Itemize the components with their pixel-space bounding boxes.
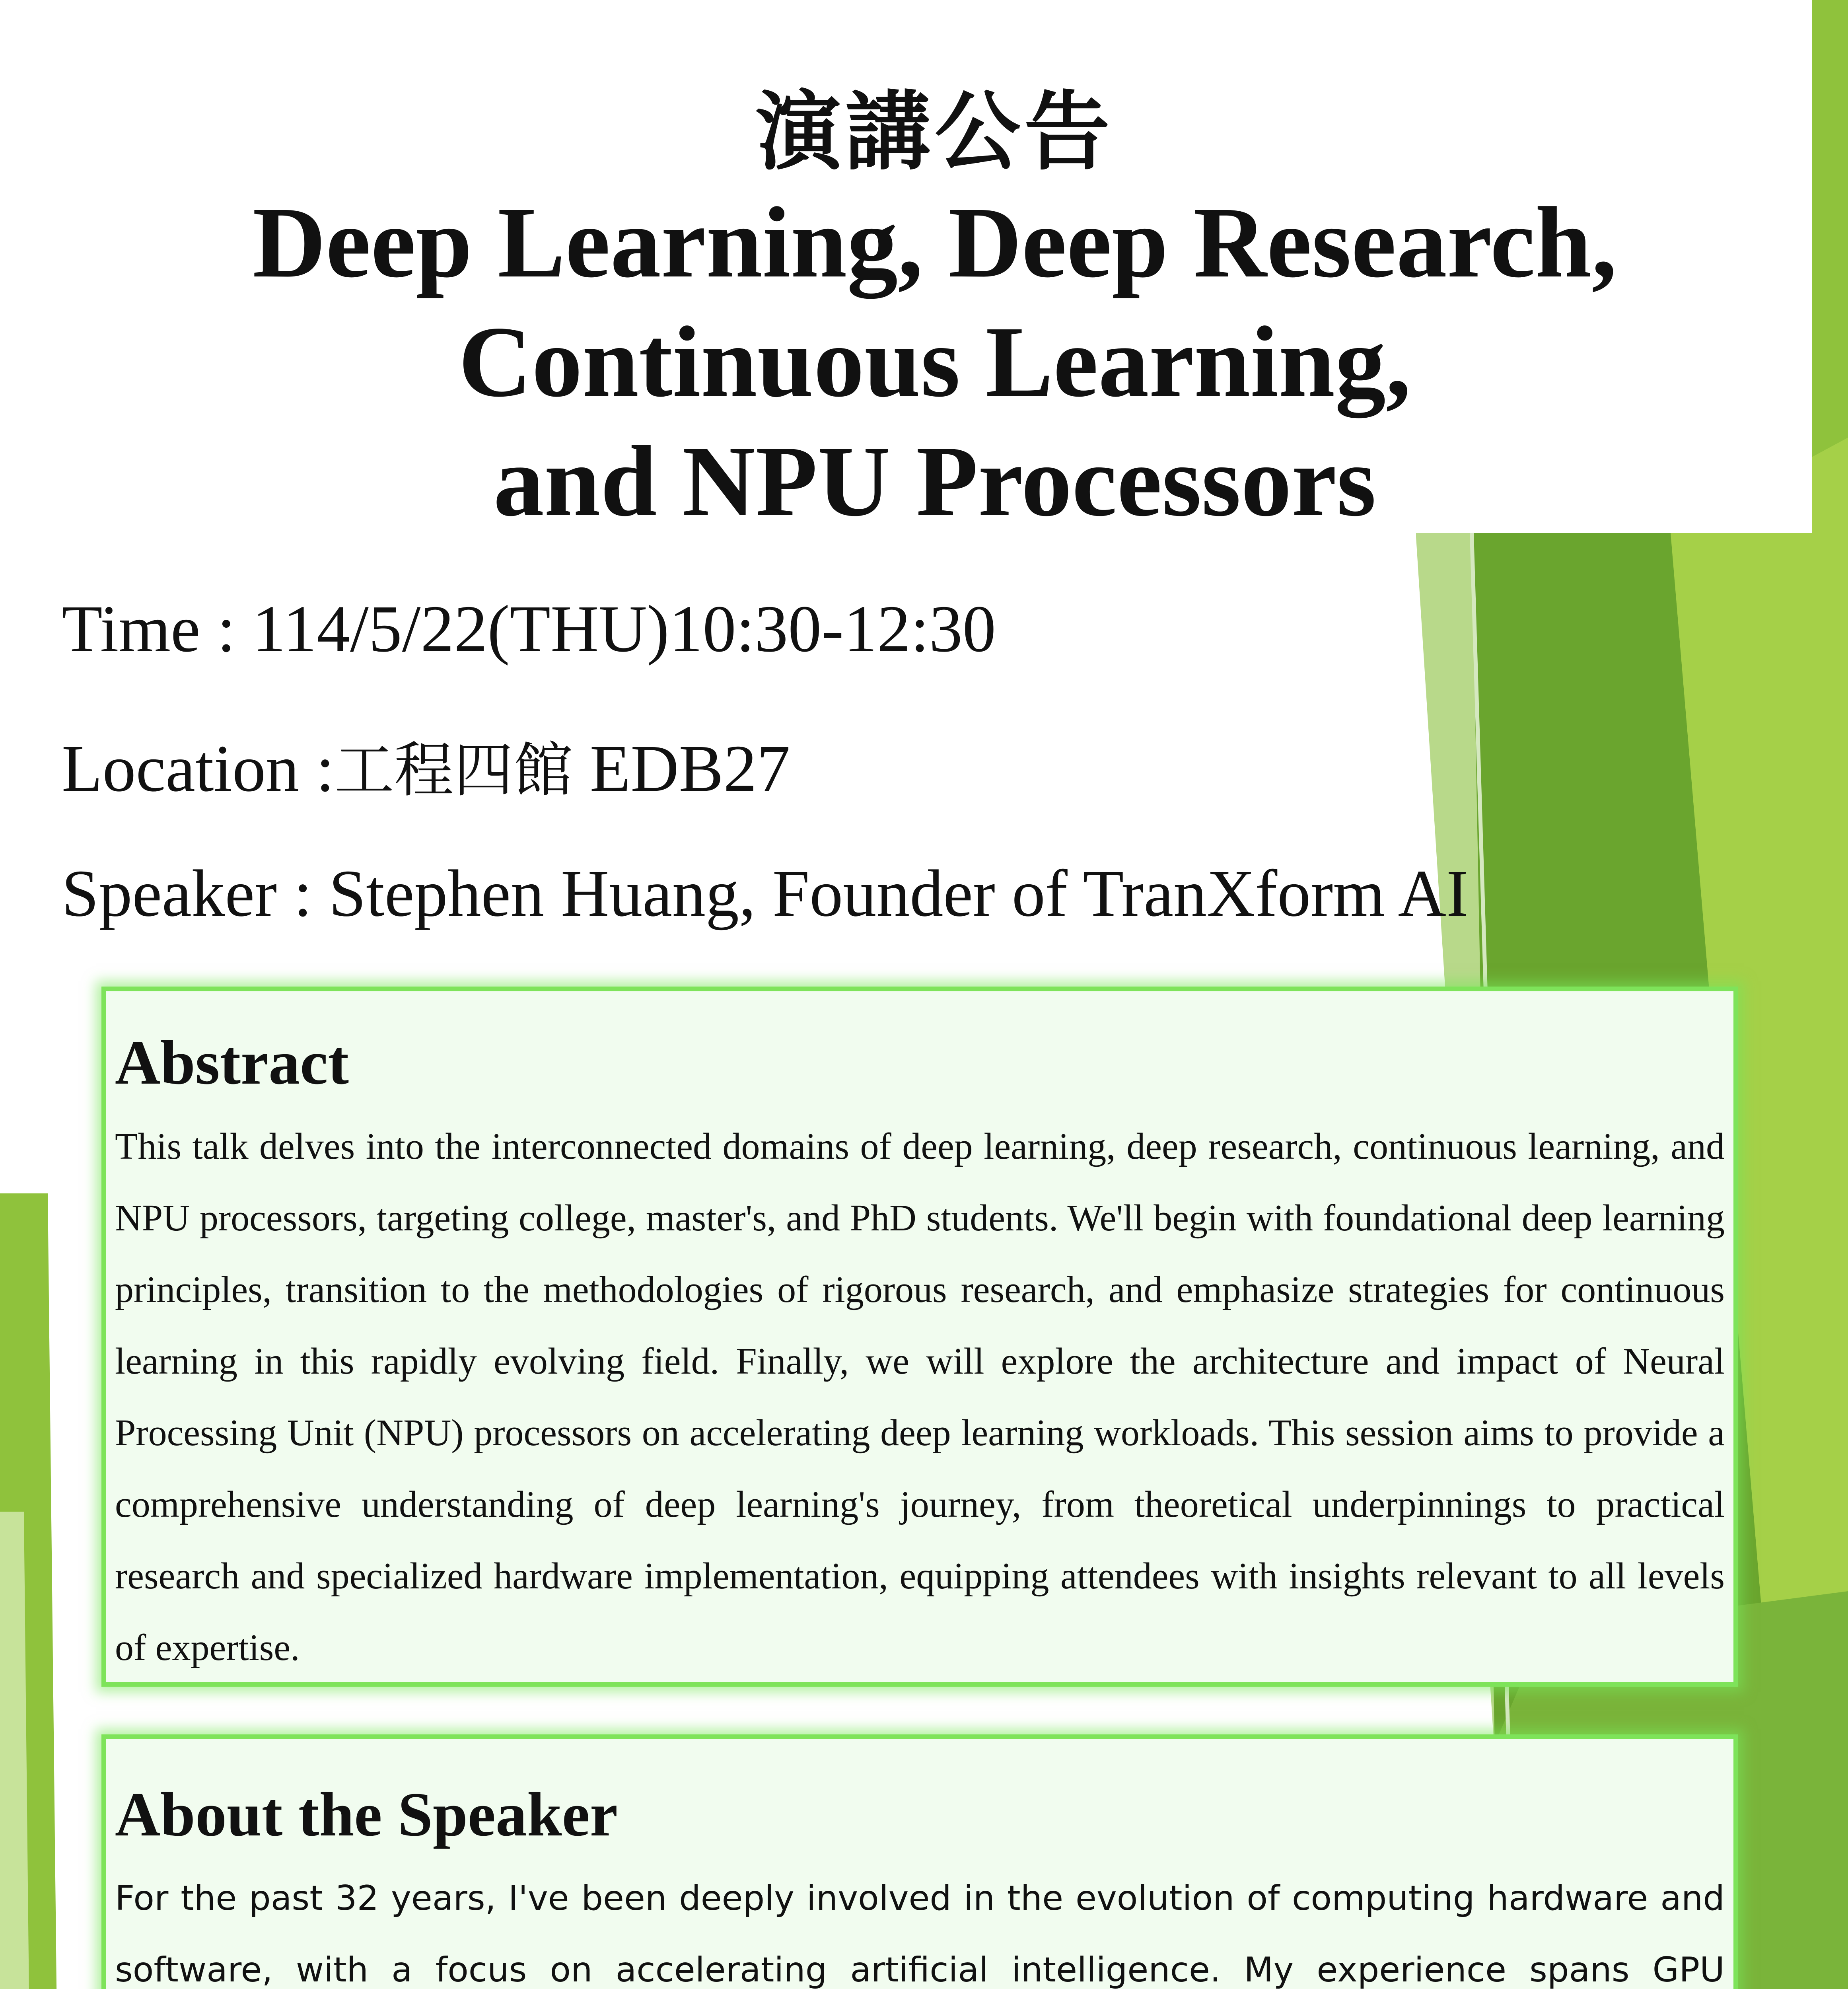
about-speaker-heading: About the Speaker bbox=[115, 1780, 618, 1849]
title-chinese: 演講公告 bbox=[756, 82, 1114, 182]
speaker-label: Speaker : bbox=[62, 856, 329, 930]
location-row bbox=[62, 722, 790, 808]
location-label: Location : bbox=[62, 732, 335, 806]
time-row bbox=[62, 591, 996, 668]
title-line-2: Continuous Learning, bbox=[458, 306, 1411, 418]
abstract-panel bbox=[101, 987, 1738, 1687]
location-room: EDB27 bbox=[573, 732, 790, 806]
title-line-3: and NPU Processors bbox=[493, 425, 1376, 537]
about-speaker-panel bbox=[101, 1734, 1738, 1989]
location-building: 工程四館 bbox=[334, 736, 573, 805]
title-line-1: Deep Learning, Deep Research, bbox=[252, 187, 1617, 299]
about-speaker-body: For the past 32 years, I've been deeply involved in the evolution of computing hardware and software, with a focus on accelerating artificial intelligence. My experience spans GPU bbox=[115, 1878, 1725, 1989]
speaker-row bbox=[62, 855, 1469, 932]
abstract-body: This talk delves into the interconnected domains of deep learning, deep research, continuous learning, and NPU processors, targeting college, master's, and PhD students. We'll begin with foundational deep learning principles, transition to the methodologies of rigorous research, and emphasize strategies for continuous learning in this rapidly evolving field. Finally, we will explore the architecture and impact of Neural Processing Unit (NPU) processors on accelerating deep learning workloads. This session aims to provide a comprehensive understanding of deep learning's journey, from theoretical underpinnings to practical research and specialized hardware implementation, equipping attendees with insights relevant to all levels of expertise. bbox=[115, 1126, 1725, 1668]
title-english bbox=[119, 183, 1750, 541]
abstract-heading: Abstract bbox=[115, 1028, 349, 1098]
time-value: 114/5/22(THU)10:30-12:30 bbox=[252, 592, 996, 666]
time-label: Time : bbox=[62, 592, 253, 666]
speaker-value: Stephen Huang, Founder of TranXform AI bbox=[329, 856, 1469, 930]
